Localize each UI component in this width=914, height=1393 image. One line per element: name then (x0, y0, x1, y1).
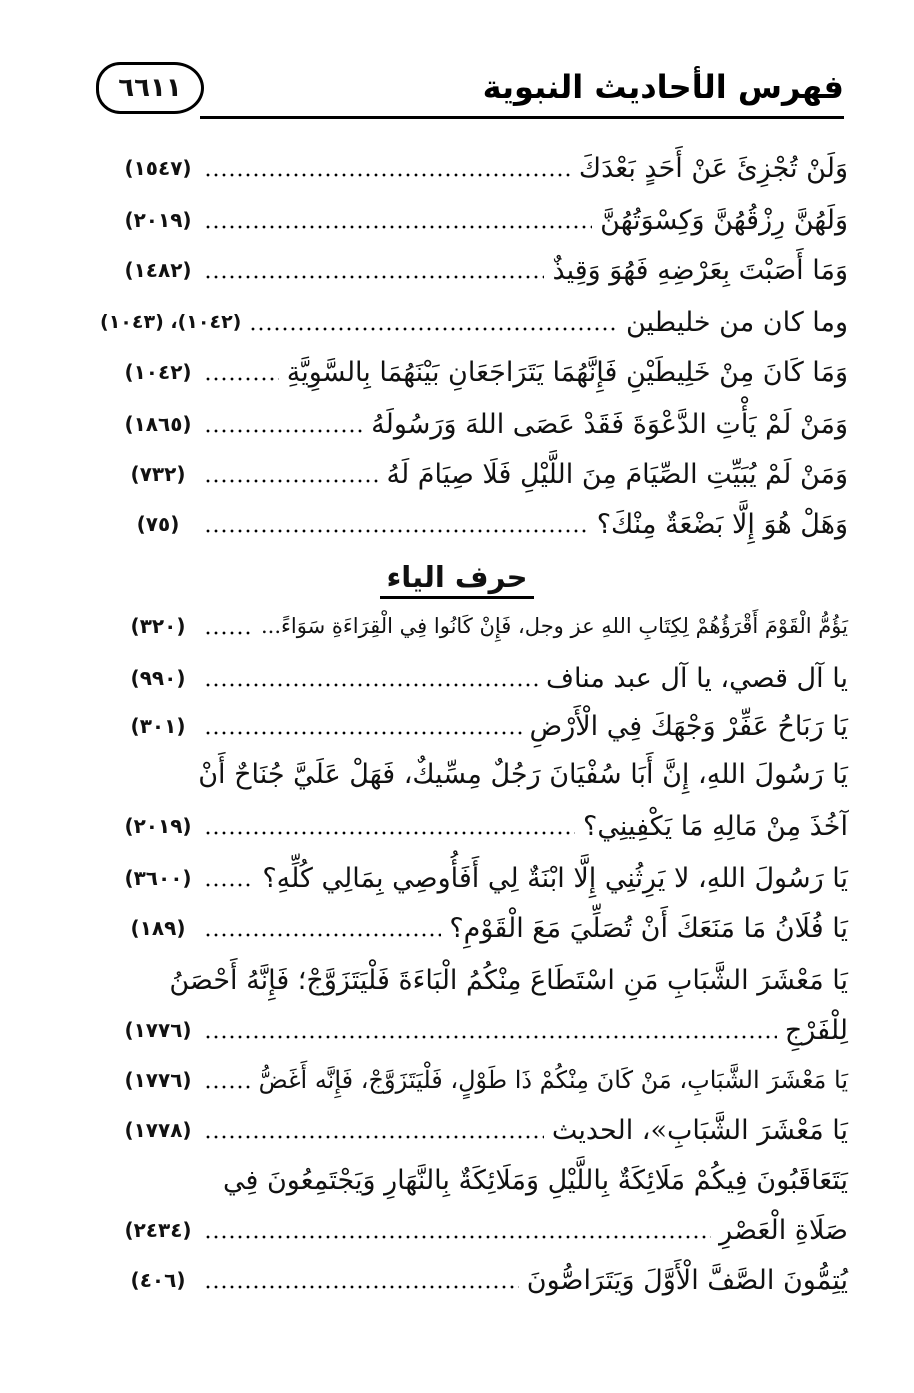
index-entry (120, 250, 848, 290)
entry-text: وَمَنْ لَمْ يَأْتِ الدَّعْوَةَ فَقَدْ عَصَى اللهَ وَرَسُولَهُ (371, 408, 848, 440)
entry-text: يَا مَعْشَرَ الشَّبَابِ، مَنْ كَانَ مِنْكُمْ ذَا طَوْلٍ، فَلْيَتَزَوَّجْ، فَإِنَّه أَغَضُّ (258, 1066, 848, 1094)
index-entry (120, 706, 848, 746)
entry-text: يُتِمُّونَ الصَّفَّ الْأَوَّلَ وَيَتَرَاصُّونَ (526, 1264, 848, 1296)
index-entry (120, 908, 848, 948)
leader-dots (204, 883, 254, 887)
entry-text: صَلَاةِ الْعَصْرِ (719, 1214, 848, 1246)
entry-text-line1: يَتَعَاقَبُونَ فِيكُمْ مَلَائِكَةٌ بِاللَّيْلِ وَمَلَائِكَةٌ بِالنَّهَارِ وَيَجْتَمِعُونَ فِي (222, 1164, 848, 1196)
section-heading (0, 560, 914, 594)
leader-dots (204, 429, 363, 433)
entry-text: يَا مَعْشَرَ الشَّبَابِ»، الحديث (551, 1114, 848, 1146)
index-entry (120, 504, 848, 544)
entry-first-line (120, 960, 848, 1000)
index-entry (120, 658, 848, 698)
entry-text: وَهَلْ هُوَ إِلَّا بَضْعَةٌ مِنْكَ؟ (596, 508, 848, 540)
entry-text: وَمَا أَصَبْتَ بِعَرْضِهِ فَهُوَ وَقِيذٌ (552, 254, 848, 286)
leader-dots (249, 327, 618, 331)
index-entry (120, 1260, 848, 1300)
entry-text: يَا رَبَاحُ عَفِّرْ وَجْهَكَ فِي الْأَرْضِ (529, 710, 848, 742)
entry-ref: (٧٥) (136, 512, 180, 536)
entry-ref: (٢٠١٩) (124, 208, 192, 232)
section-title: حرف الياء (380, 560, 533, 599)
leader-dots (204, 1035, 777, 1039)
entry-text: يَؤُمُّ الْقَوْمَ أَقْرَؤُهُمْ لِكِتَابِ اللهِ عز وجل، فَإِنْ كَانُوا فِي الْقِرَاءَةِ سَوَاءً... (260, 614, 848, 638)
index-entry (120, 404, 848, 444)
leader-dots (204, 1235, 711, 1239)
index-entry (120, 1210, 848, 1250)
entry-text-line1: يَا رَسُولَ اللهِ، إِنَّ أَبَا سُفْيَانَ رَجُلٌ مِسِّيكٌ، فَهَلْ عَلَيَّ جُنَاحٌ أَنْ (198, 758, 848, 790)
leader-dots (204, 731, 522, 735)
entry-first-line (120, 1160, 848, 1200)
entry-ref: (١٨٦٥) (124, 412, 192, 436)
index-entry (120, 858, 848, 898)
leader-dots (204, 173, 571, 177)
entry-ref: (٤٠٦) (130, 1268, 186, 1292)
entry-text: يَا فُلَانُ مَا مَنَعَكَ أَنْ تُصَلِّيَ مَعَ الْقَوْمِ؟ (449, 912, 848, 944)
entry-ref: (٣٢٠) (130, 614, 186, 638)
page-number: ٦٦١١ (118, 73, 182, 103)
entry-text: وَمَنْ لَمْ يُبَيِّتِ الصِّيَامَ مِنَ اللَّيْلِ فَلَا صِيَامَ لَهُ (386, 458, 848, 490)
entry-ref: (١٧٧٦) (124, 1068, 192, 1092)
index-entry (120, 454, 848, 494)
entry-text: يا آل قصي، يا آل عبد مناف (545, 662, 848, 694)
leader-dots (204, 683, 538, 687)
leader-dots (204, 529, 589, 533)
entry-ref: (١٧٧٦) (124, 1018, 192, 1042)
entry-ref: (٣٠١) (130, 714, 186, 738)
index-entry (120, 1010, 848, 1050)
entry-first-line (120, 754, 848, 794)
index-entry (120, 606, 848, 646)
index-entry (120, 1060, 848, 1100)
index-entry (100, 302, 848, 342)
index-entry (120, 806, 848, 846)
entry-ref: (١٠٤٢)، (١٠٤٣) (100, 311, 242, 333)
index-entry (120, 352, 848, 392)
entry-ref: (١٠٤٢) (124, 360, 192, 384)
leader-dots (204, 1085, 251, 1089)
entry-ref: (١٧٧٨) (124, 1118, 192, 1142)
entry-text: وَلَنْ تُجْزِئَ عَنْ أَحَدٍ بَعْدَكَ (578, 152, 848, 184)
entry-text: وَلَهُنَّ رِزْقُهُنَّ وَكِسْوَتُهُنَّ (600, 204, 848, 236)
entry-text-line1: يَا مَعْشَرَ الشَّبَابِ مَنِ اسْتَطَاعَ مِنْكُمُ الْبَاءَةَ فَلْيَتَزَوَّجْ؛ فَإِنَّهُ أَحْصَنُ (169, 964, 848, 996)
entry-text: وما كان من خليطين (625, 306, 848, 338)
entry-ref: (١٨٩) (130, 916, 186, 940)
leader-dots (204, 377, 279, 381)
entry-ref: (٩٩٠) (130, 666, 186, 690)
entry-text: وَمَا كَانَ مِنْ خَلِيطَيْنِ فَإِنَّهُمَا يَتَرَاجَعَانِ بَيْنَهُمَا بِالسَّوِيَّةِ (286, 356, 848, 388)
index-entry (120, 1110, 848, 1150)
leader-dots (204, 1135, 544, 1139)
page-title: فهرس الأحاديث النبوية (482, 68, 844, 106)
leader-dots (204, 225, 592, 229)
entry-ref: (٧٣٢) (130, 462, 186, 486)
entry-ref: (٣٦٠٠) (124, 866, 192, 890)
index-entry (120, 148, 848, 188)
entry-text: يَا رَسُولَ اللهِ، لا يَرِثُنِي إِلَّا ابْنَةٌ لِي أَفَأُوصِي بِمَالِي كُلِّهِ؟ (262, 862, 848, 894)
leader-dots (204, 1285, 519, 1289)
leader-dots (204, 275, 544, 279)
entry-text: آخُذَ مِنْ مَالِهِ مَا يَكْفِينِي؟ (582, 810, 848, 842)
entry-text: لِلْفَرْجِ (784, 1014, 848, 1046)
entry-ref: (٢٤٣٤) (124, 1218, 192, 1242)
entry-ref: (١٤٨٢) (124, 258, 192, 282)
leader-dots (204, 631, 253, 635)
leader-dots (204, 933, 441, 937)
entry-ref: (١٥٤٧) (124, 156, 192, 180)
leader-dots (204, 479, 379, 483)
index-entry (120, 200, 848, 240)
entry-ref: (٢٠١٩) (124, 814, 192, 838)
leader-dots (204, 831, 575, 835)
